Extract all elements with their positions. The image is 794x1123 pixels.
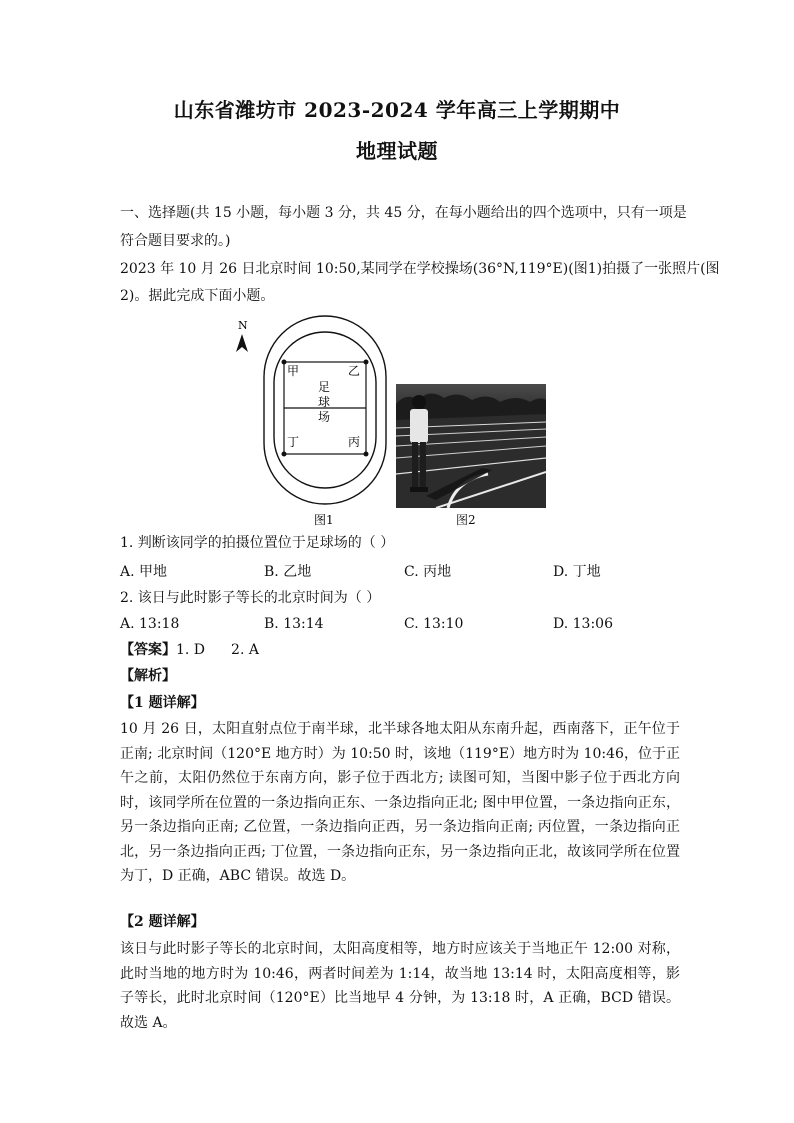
document-title: 山东省潍坊市 2023-2024 学年高三上学期期中: [173, 98, 621, 122]
answer-line: [120, 640, 259, 660]
q2-option-d: D. 13:06: [553, 616, 613, 632]
q1-analysis-label: 【1 题详解】: [120, 695, 205, 711]
context-line1: 2023 年 10 月 26 日北京时间 10:50,某同学在学校操场(36°N,119°E)(图1)拍摄了一张照片(图: [120, 261, 720, 277]
section-heading-line2: 符合题目要求的。): [120, 233, 231, 249]
q2-analysis-label: 【2 题详解】: [120, 914, 205, 930]
field-label-1: 足: [318, 380, 331, 394]
q2-option-a: A. 13:18: [120, 616, 180, 632]
analysis-label: 【解析】: [120, 668, 176, 684]
point-bing: [364, 452, 369, 457]
label-yi: 乙: [348, 364, 361, 378]
context-line2: 2)。据此完成下面小题。: [120, 288, 275, 304]
q2-analysis-text: 该日与此时影子等长的北京时间，太阳高度相等，地方时应该关于当地正午 12:00 对称，此时当地的地方时为 10:46，两者时间差为 1:14，故当地 13:14 时，太阳高度相等，影子等长，此时北京时间（120°E）比当地早 4 分钟，为 13:18 时，A 正确，BCD 错误。故选 A。: [120, 941, 680, 1031]
point-ding: [282, 452, 287, 457]
field-label-3: 场: [318, 410, 331, 424]
label-bing: 丙: [348, 435, 361, 449]
answer-q1: 1. D: [176, 642, 206, 658]
q2-option-c: C. 13:10: [404, 616, 464, 632]
point-jia: [282, 360, 287, 365]
north-label: N: [238, 319, 248, 332]
point-yi: [364, 360, 369, 365]
field-label-2: 球: [318, 395, 331, 409]
q1-option-a: A. 甲地: [120, 564, 168, 580]
q1-option-d: D. 丁地: [553, 564, 601, 580]
label-jia: 甲: [287, 364, 300, 378]
question-2-stem: 2. 该日与此时影子等长的北京时间为（ ）: [120, 590, 381, 606]
q2-option-b: B. 13:14: [264, 616, 324, 632]
q1-option-b: B. 乙地: [264, 564, 312, 580]
figure-1-caption: 图1: [314, 513, 334, 527]
section-heading-line1: 一、选择题(共 15 小题，每小题 3 分，共 45 分，在每小题给出的四个选项中，只有一项是: [120, 205, 687, 221]
north-arrow-icon: [236, 334, 248, 352]
label-ding: 丁: [287, 435, 300, 449]
answer-q2: 2. A: [231, 642, 259, 658]
answer-label: 【答案】: [120, 642, 176, 658]
question-1-stem: 1. 判断该同学的拍摄位置位于足球场的（ ）: [120, 535, 395, 551]
document-subtitle: 地理试题: [356, 139, 438, 163]
figure-1-diagram: [228, 312, 396, 530]
q1-option-c: C. 丙地: [404, 564, 452, 580]
figure-2-caption: 图2: [456, 513, 476, 527]
figure-2-photo: [396, 384, 546, 508]
q1-analysis-text: 10 月 26 日，太阳直射点位于南半球，北半球各地太阳从东南升起，西南落下，正午位于正南; 北京时间（120°E 地方时）为 10:50 时，该地（119°E）地方时为 10:46，位于正午之前，太阳仍然位于东南方向，影子位于西北方; 读图可知，当图中影子位于西北方向时，该同学所在位置的一条边指向正东、一条边指向正北; 图中甲位置，一条边指向正东，另一条边指向正南; 乙位置，一条边指向正西，另一条边指向正南; 丙位置，一条边指向正北，另一条边指向正西; 丁位置，一条边指向正东，另一条边指向正北，故该同学所在位置为丁，D 正确，ABC 错误。故选 D。: [120, 721, 680, 884]
